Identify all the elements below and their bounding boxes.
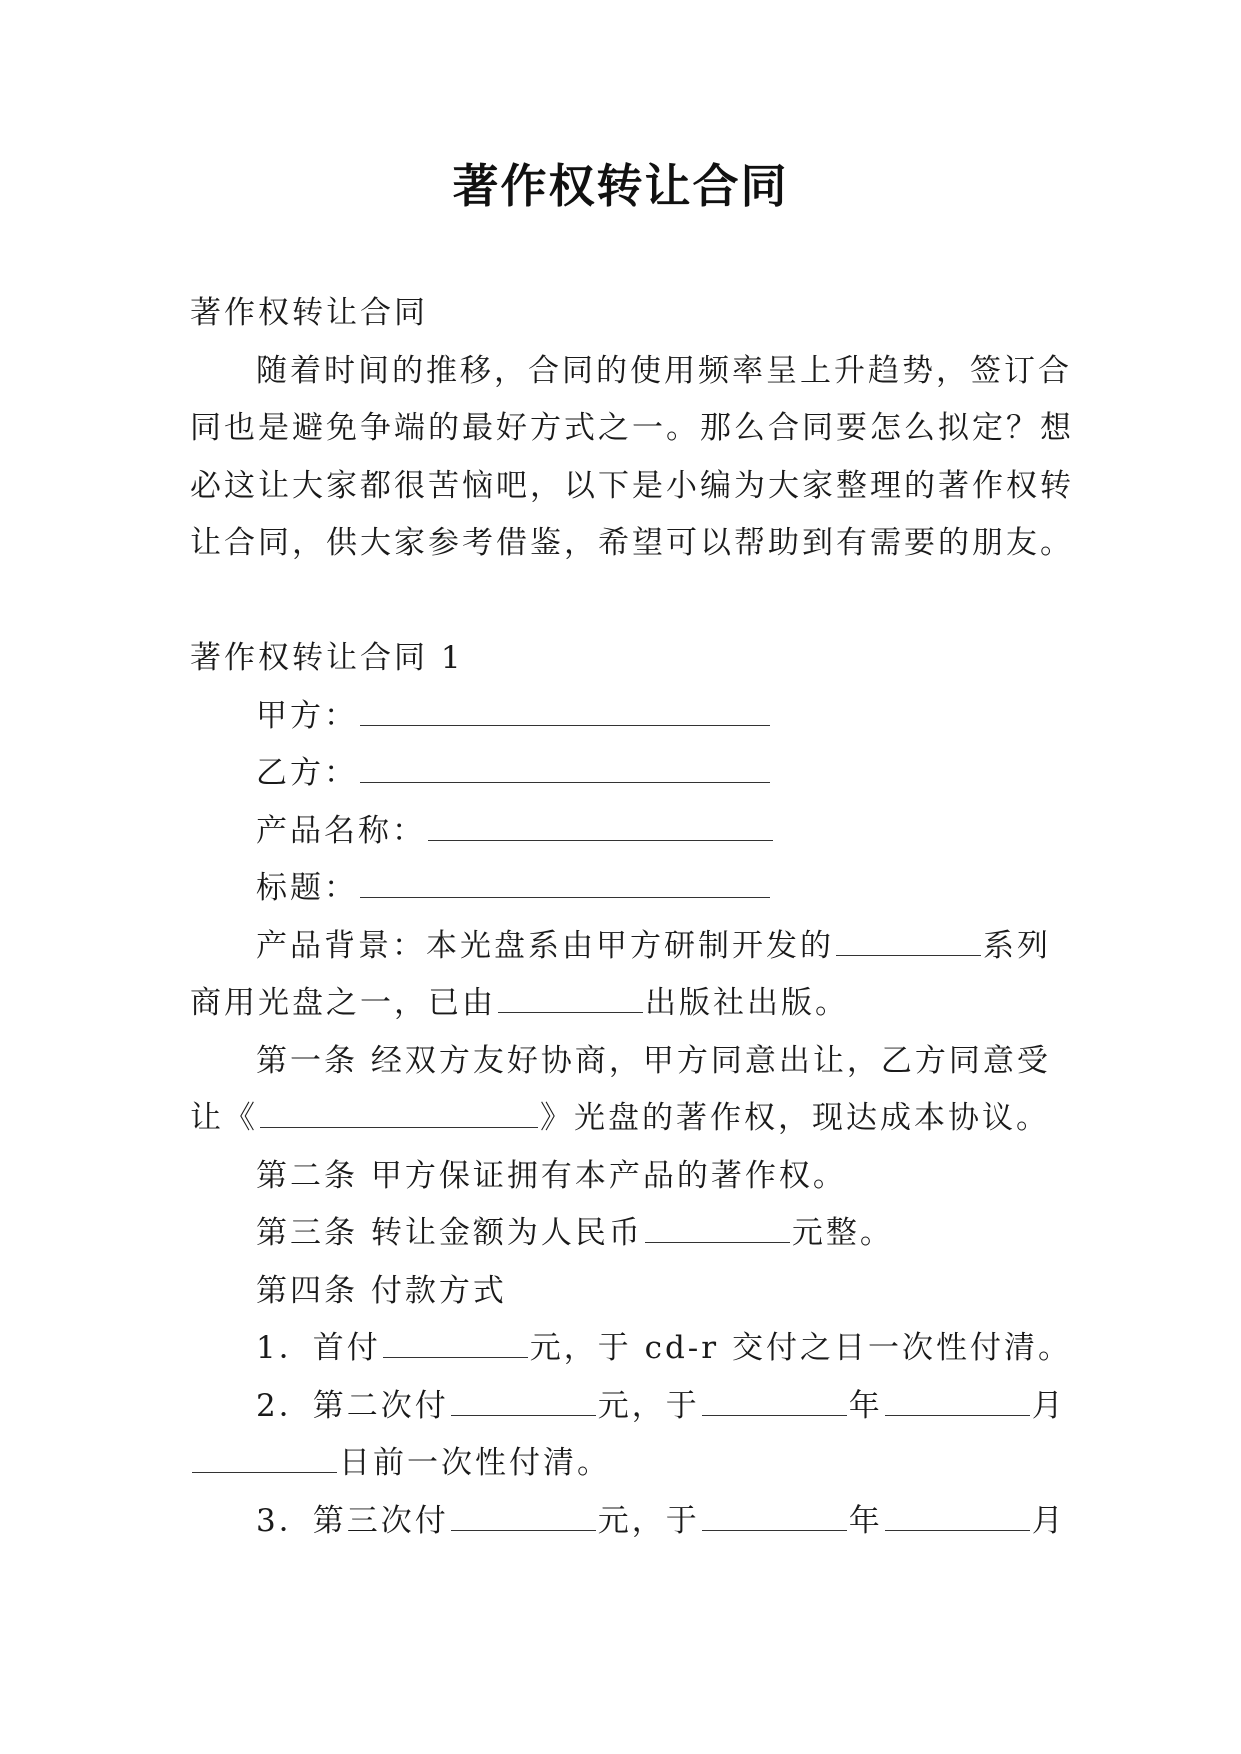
amount-blank xyxy=(645,1213,790,1243)
disc-title-blank xyxy=(260,1098,538,1128)
party-b-line xyxy=(190,745,1060,803)
payment-3-year-blank xyxy=(702,1501,847,1531)
product-name-label: 产品名称： xyxy=(256,812,426,849)
payment-1-amount-blank xyxy=(383,1328,528,1358)
payment-2-year-blank xyxy=(702,1386,847,1416)
payment-1-suffix: 元，于 cd-r 交付之日一次性付清。 xyxy=(529,1330,1072,1366)
payment-2-month: 月 xyxy=(1031,1387,1066,1424)
background-line2-suffix: 出版社出版。 xyxy=(645,985,849,1021)
payment-2-line-1 xyxy=(190,1378,1066,1436)
payment-2-yuan-at: 元，于 xyxy=(597,1387,700,1424)
party-b-blank xyxy=(360,753,770,783)
article-4: 第四条 付款方式 xyxy=(256,1272,507,1309)
document-title: 著作权转让合同 xyxy=(452,159,789,213)
article-3 xyxy=(190,1205,1060,1263)
background-line-1 xyxy=(190,918,1060,976)
payment-2-line-2 xyxy=(190,1435,1060,1493)
product-name-line xyxy=(190,803,1060,861)
paragraph-spacer xyxy=(190,573,1060,631)
heading-blank xyxy=(360,868,770,898)
heading-label: 标题： xyxy=(256,870,358,906)
article-3-prefix: 第三条 转让金额为人民币 xyxy=(256,1215,643,1251)
payment-2-year: 年 xyxy=(848,1387,883,1424)
payment-2-prefix: 2．第二次付 xyxy=(256,1387,449,1424)
intro-line-3: 必这让大家都很苦恼吧，以下是小编为大家整理的著作权转 xyxy=(190,467,1074,504)
background-line-2 xyxy=(190,975,1060,1033)
background-series-suffix: 系列 xyxy=(983,927,1051,964)
party-a-blank xyxy=(360,696,770,726)
article-1-prefix: 让《 xyxy=(190,1100,258,1136)
article-3-suffix: 元整。 xyxy=(791,1215,894,1251)
document-body xyxy=(190,285,1074,1550)
article-1-line-1: 第一条 经双方友好协商，甲方同意出让，乙方同意受 xyxy=(256,1042,1051,1079)
article-1-line-2 xyxy=(190,1090,1060,1148)
payment-2-amount-blank xyxy=(451,1386,596,1416)
product-name-blank xyxy=(428,811,773,841)
intro-line-1: 随着时间的推移，合同的使用频率呈上升趋势，签订合 xyxy=(256,352,1072,389)
payment-3-month-blank xyxy=(885,1501,1030,1531)
article-1-suffix: 》光盘的著作权，现达成本协议。 xyxy=(540,1100,1050,1136)
payment-3-month: 月 xyxy=(1031,1502,1066,1539)
payment-3-line-1 xyxy=(190,1493,1066,1551)
payment-3-year: 年 xyxy=(848,1502,883,1539)
party-a-line xyxy=(190,688,1060,746)
payment-3-prefix: 3．第三次付 xyxy=(256,1502,449,1539)
payment-2-line2-suffix: 日前一次性付清。 xyxy=(339,1445,611,1481)
party-b-label: 乙方： xyxy=(256,755,358,791)
party-a-label: 甲方： xyxy=(256,697,358,734)
section-heading: 著作权转让合同 1 xyxy=(190,640,464,676)
document-subtitle: 著作权转让合同 xyxy=(190,295,428,331)
intro-line-4: 让合同，供大家参考借鉴，希望可以帮助到有需要的朋友。 xyxy=(190,525,1074,561)
payment-1 xyxy=(190,1320,1072,1378)
publisher-blank xyxy=(498,983,643,1013)
article-2: 第二条 甲方保证拥有本产品的著作权。 xyxy=(256,1157,847,1194)
heading-line xyxy=(190,860,1060,918)
payment-3-amount-blank xyxy=(451,1501,596,1531)
background-line2-prefix: 商用光盘之一，已由 xyxy=(190,985,496,1021)
payment-3-yuan-at: 元，于 xyxy=(597,1502,700,1539)
series-blank xyxy=(836,926,981,956)
payment-2-month-blank xyxy=(885,1386,1030,1416)
payment-2-day-blank xyxy=(192,1443,337,1473)
intro-line-2: 同也是避免争端的最好方式之一。那么合同要怎么拟定？想 xyxy=(190,410,1074,446)
payment-1-prefix: 1．首付 xyxy=(256,1330,381,1366)
background-prefix: 产品背景：本光盘系由甲方研制开发的 xyxy=(256,927,834,964)
